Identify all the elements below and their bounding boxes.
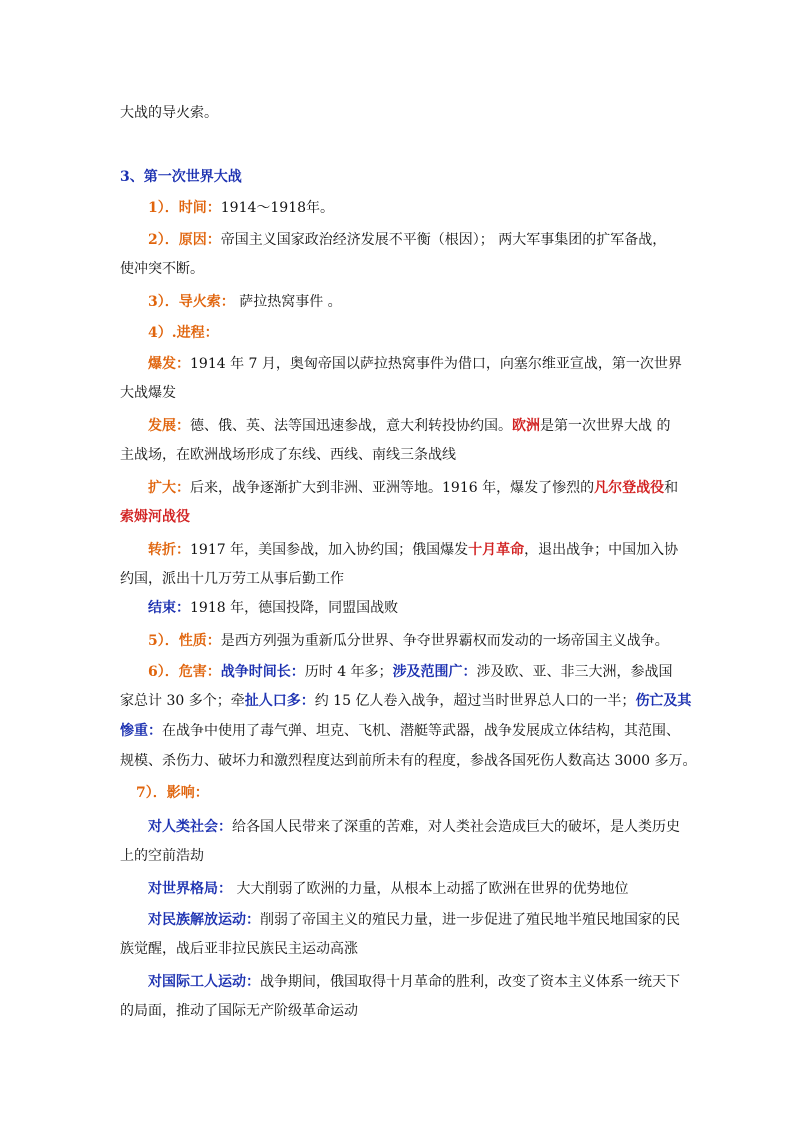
- impact-label: 7）．影响：: [136, 785, 209, 801]
- turning-label: 转折：: [148, 542, 190, 558]
- turning-text-2: 约国，派出十几万劳工从事后勤工作: [120, 571, 344, 587]
- nature-text: 是西方列强为重新瓜分世界、争夺世界霸权而发动的一场帝国主义战争。: [220, 633, 669, 649]
- society-line-1: [148, 818, 680, 836]
- labor-text-2: 的局面，推动了国际无产阶级革命运动: [120, 1003, 358, 1019]
- expansion-label: 扩大：: [148, 480, 190, 496]
- fuse-text: 萨拉热窝事件 。: [234, 294, 342, 310]
- harm-text-4b: 规模、杀伤力、破坏力和激烈程度达到前所未有的程度，参战各国死伤人数高达 3000 多万。: [120, 753, 697, 769]
- cause-line-2: [120, 260, 680, 278]
- harm-key-4b: 惨重：: [120, 723, 162, 739]
- labor-label: 对国际工人运动：: [148, 974, 260, 990]
- outbreak-text-2: 大战爆发: [120, 385, 176, 401]
- turning-text-1a: 1917 年，美国参战，加入协约国；俄国爆发: [190, 542, 469, 558]
- harm-text-2a: 涉及欧、亚、非三大洲，参战国: [476, 664, 673, 680]
- liberation-label: 对民族解放运动：: [148, 912, 260, 928]
- world-text: 大大削弱了欧洲的力量，从根本上动摇了欧洲在世界的优势地位: [232, 881, 629, 897]
- liberation-line-2: [120, 940, 680, 958]
- impact-line: [136, 784, 696, 802]
- liberation-text-2: 族觉醒，战后亚非拉民族民主运动高涨: [120, 941, 358, 957]
- outbreak-line-2: [120, 384, 680, 402]
- time-line: [148, 199, 680, 217]
- harm-text-1: 历时 4 年多；: [304, 664, 393, 680]
- harm-text-2b: 家总计 30 多个；牵: [120, 693, 245, 709]
- labor-text-1: 战争期间，俄国取得十月革命的胜利，改变了资本主义体系一统天下: [260, 974, 680, 990]
- harm-label: 6）．危害：: [148, 664, 221, 680]
- development-highlight: 欧洲: [512, 418, 540, 434]
- nature-label: 5）．性质：: [148, 633, 221, 649]
- society-line-2: [120, 847, 680, 865]
- world-line: [148, 880, 680, 898]
- world-label: 对世界格局：: [148, 881, 232, 897]
- end-line: [148, 599, 680, 617]
- harm-line-1: [148, 663, 680, 681]
- time-label: 1）．时间：: [148, 200, 221, 216]
- time-text: 1914～1918年。: [220, 200, 335, 216]
- labor-line-1: [148, 973, 680, 991]
- harm-key-4a: 伤亡及其: [635, 693, 692, 709]
- intro-text: 大战的导火索。: [120, 105, 218, 121]
- cause-line-1: [148, 231, 680, 249]
- society-text-2: 上的空前浩劫: [120, 848, 204, 864]
- outbreak-label: 爆发：: [148, 356, 190, 372]
- outbreak-text-1: 1914 年 7 月，奥匈帝国以萨拉热窝事件为借口，向塞尔维亚宣战，第一次世界: [190, 356, 682, 372]
- section-heading: 3、第一次世界大战: [120, 169, 242, 185]
- development-line-1: [148, 417, 680, 435]
- nature-line: [148, 632, 680, 650]
- society-text-1: 给各国人民带来了深重的苦难，对人类社会造成巨大的破坏，是人类历史: [232, 819, 680, 835]
- turning-line-1: [148, 541, 680, 559]
- society-label: 对人类社会：: [148, 819, 232, 835]
- expansion-line-2: [120, 508, 680, 526]
- turning-line-2: [120, 570, 680, 588]
- turning-text-1b: ，退出战争；中国加入协: [524, 542, 679, 558]
- harm-key-1: 战争时间长：: [220, 664, 305, 680]
- fuse-label: 3）．导火索：: [148, 294, 235, 310]
- expansion-highlight-1: 凡尔登战役: [594, 480, 665, 496]
- expansion-highlight-2: 索姆河战役: [120, 509, 190, 525]
- expansion-and: 和: [664, 480, 679, 496]
- expansion-text-1: 后来，战争逐渐扩大到非洲、亚洲等地。1916 年，爆发了惨烈的: [190, 480, 595, 496]
- development-text-1a: 德、俄、英、法等国迅速参战，意大利转投协约国。: [190, 418, 512, 434]
- end-text: 1918 年，德国投降，同盟国战败: [190, 600, 399, 616]
- development-line-2: [120, 446, 680, 464]
- harm-line-2: [120, 692, 692, 710]
- cause-text-2: 使冲突不断。: [120, 261, 204, 277]
- labor-line-2: [120, 1002, 680, 1020]
- development-label: 发展：: [148, 418, 190, 434]
- end-label: 结束：: [148, 600, 190, 616]
- harm-line-4: [120, 752, 697, 770]
- harm-text-4a: 在战争中使用了毒气弹、坦克、飞机、潜艇等武器，战争发展成立体结构，其范围、: [162, 723, 680, 739]
- expansion-line-1: [148, 479, 680, 497]
- cause-label: 2）．原因：: [148, 232, 221, 248]
- cause-text-1: 帝国主义国家政治经济发展不平衡（根因）； 两大军事集团的扩军备战，: [220, 232, 667, 248]
- harm-line-3: [120, 722, 680, 740]
- liberation-line-1: [148, 911, 680, 929]
- harm-key-3: 扯人口多：: [244, 693, 315, 709]
- outbreak-line-1: [148, 355, 680, 373]
- process-line: [148, 324, 680, 342]
- development-text-2: 主战场，在欧洲战场形成了东线、西线、南线三条战线: [120, 447, 456, 463]
- turning-highlight: 十月革命: [468, 542, 525, 558]
- fuse-line: [148, 293, 680, 311]
- development-text-1b: 是第一次世界大战 的: [540, 418, 671, 434]
- harm-key-2: 涉及范围广：: [392, 664, 477, 680]
- intro-line: [120, 104, 680, 122]
- harm-text-3: 约 15 亿人卷入战争，超过当时世界总人口的一半；: [314, 693, 636, 709]
- process-label: 4）.进程：: [148, 325, 219, 341]
- liberation-text-1: 削弱了帝国主义的殖民力量，进一步促进了殖民地半殖民地国家的民: [260, 912, 680, 928]
